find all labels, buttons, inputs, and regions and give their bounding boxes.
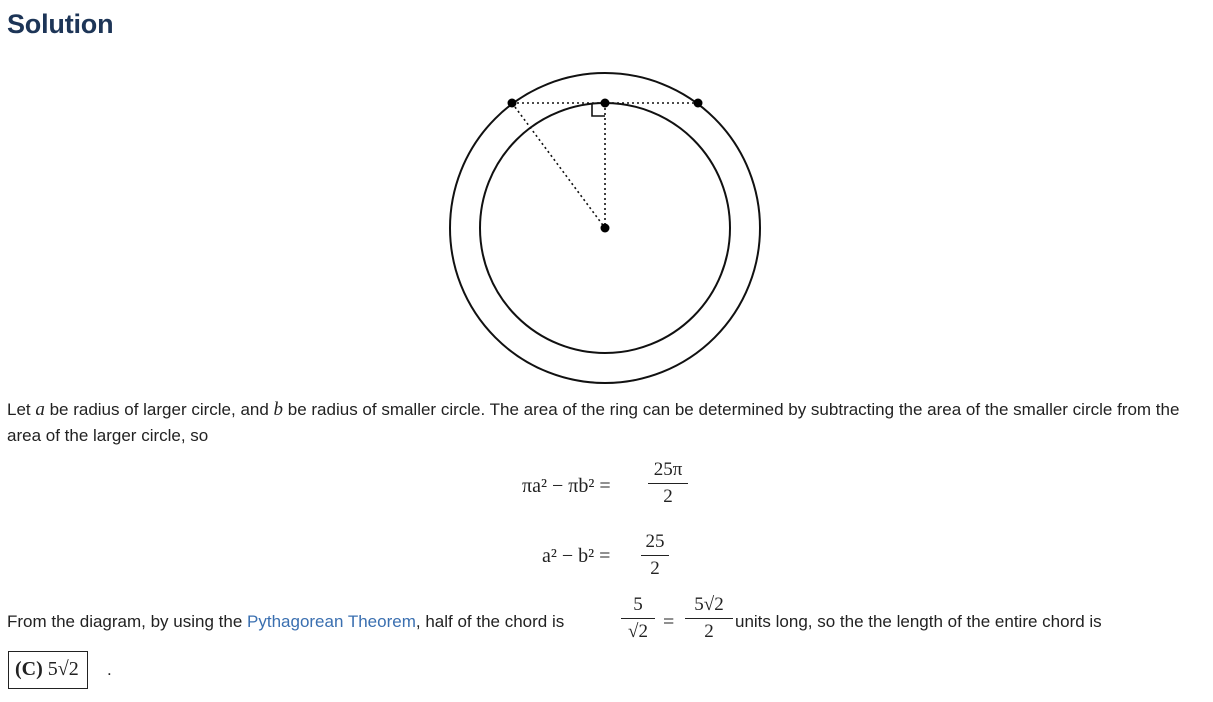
equation-1-fraction — [648, 459, 688, 508]
equals-sign: = — [663, 611, 675, 633]
tangent-point — [601, 99, 610, 108]
equation-1-numerator: 25π — [653, 459, 683, 480]
equation-2-denominator: 2 — [650, 558, 660, 579]
answer-value: 5√2 — [47, 658, 79, 680]
intro-text-2: be radius of larger circle, and — [44, 400, 274, 419]
equation-1-lhs: πa² − πb² = — [522, 475, 611, 497]
simplified-fraction — [685, 594, 733, 643]
half-chord-fraction — [621, 594, 655, 643]
fraction-bar — [641, 555, 669, 556]
half-chord-numerator: 5 — [633, 594, 643, 615]
chord-endpoint-right — [694, 99, 703, 108]
chord-text-1: From the diagram, by using the — [7, 612, 248, 631]
solution-heading: Solution — [7, 9, 114, 39]
equation-1-denominator: 2 — [663, 486, 673, 507]
chord-sentence-part-1 — [7, 609, 564, 635]
fraction-bar — [685, 618, 733, 619]
answer-period: . — [107, 660, 112, 679]
chord-endpoint-left — [508, 99, 517, 108]
outer-radius-line — [512, 103, 605, 228]
equation-2-fraction — [641, 531, 669, 580]
fraction-bar — [621, 618, 655, 619]
half-chord-denominator: √2 — [628, 621, 648, 642]
equation-2-lhs: a² − b² = — [542, 545, 611, 567]
fraction-bar — [648, 483, 688, 484]
answer-choice: (C) — [15, 658, 43, 680]
intro-paragraph — [7, 397, 1202, 449]
equation-2-numerator: 25 — [645, 531, 665, 552]
center-point — [601, 224, 610, 233]
intro-text-3: be radius of smaller circle. The area of the ring can be determined by subtracting the area of the smaller circle from the area of the larger circle, so — [7, 400, 1180, 445]
chord-text-2: , half of the chord is — [415, 612, 565, 631]
pythagorean-theorem-link[interactable]: Pythagorean Theorem — [247, 612, 416, 631]
chord-sentence-part-2: units long, so the the length of the entire chord is — [735, 612, 1102, 631]
variable-a: a — [35, 399, 45, 420]
variable-b: b — [273, 399, 284, 420]
simplified-denominator: 2 — [704, 621, 714, 642]
answer-box — [8, 651, 88, 689]
simplified-numerator: 5√2 — [694, 594, 724, 615]
intro-text-1: Let — [7, 400, 36, 419]
